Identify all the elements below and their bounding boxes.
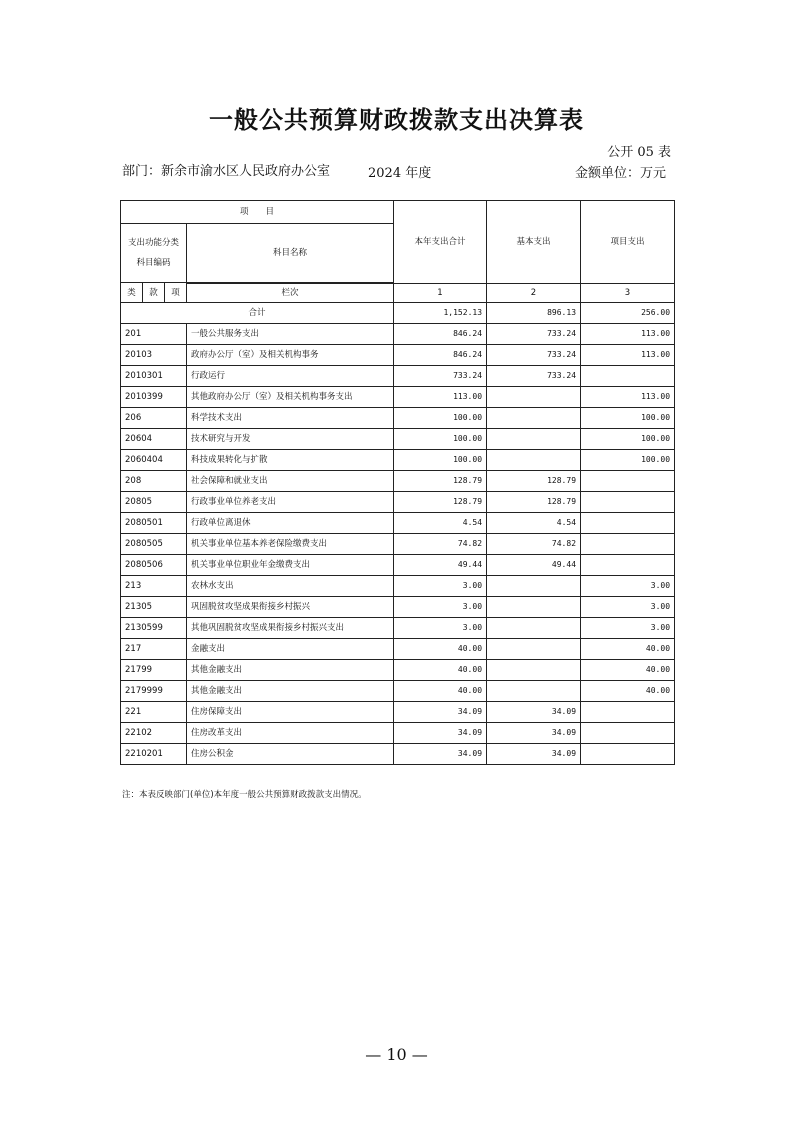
table-row — [121, 324, 675, 345]
row-name: 巩固脱贫攻坚成果衔接乡村振兴 — [187, 597, 394, 618]
header-lanci: 栏次 — [187, 284, 394, 303]
row-code: 221 — [121, 702, 187, 723]
row-total: 846.24 — [394, 324, 487, 345]
row-name: 科技成果转化与扩散 — [187, 450, 394, 471]
row-basic: 4.54 — [487, 513, 581, 534]
row-total: 34.09 — [394, 723, 487, 744]
header-name: 科目名称 — [187, 224, 394, 283]
table-note: 注：本表反映部门(单位)本年度一般公共预算财政拨款支出情况。 — [122, 790, 367, 800]
header-total: 本年支出合计 — [394, 201, 487, 284]
row-name: 机关事业单位职业年金缴费支出 — [187, 555, 394, 576]
row-basic: 128.79 — [487, 492, 581, 513]
row-code: 2179999 — [121, 681, 187, 702]
row-basic — [487, 450, 581, 471]
row-project: 3.00 — [581, 597, 675, 618]
expenditure-table — [120, 200, 675, 765]
row-total: 74.82 — [394, 534, 487, 555]
row-basic — [487, 597, 581, 618]
fiscal-year: 2024 年度 — [368, 166, 432, 181]
row-total: 733.24 — [394, 366, 487, 387]
table-row — [121, 681, 675, 702]
row-project: 40.00 — [581, 681, 675, 702]
row-name: 住房公积金 — [187, 744, 394, 765]
header-row-1 — [121, 201, 675, 224]
table-row — [121, 534, 675, 555]
row-basic — [487, 681, 581, 702]
row-total: 34.09 — [394, 744, 487, 765]
table-row — [121, 660, 675, 681]
row-project: 3.00 — [581, 576, 675, 597]
table-row — [121, 450, 675, 471]
row-total: 113.00 — [394, 387, 487, 408]
header-lei: 类 — [121, 283, 143, 303]
table-row — [121, 366, 675, 387]
row-project — [581, 723, 675, 744]
amount-unit: 金额单位：万元 — [575, 166, 667, 181]
row-basic: 34.09 — [487, 723, 581, 744]
header-col3: 3 — [581, 284, 675, 303]
row-total: 128.79 — [394, 471, 487, 492]
row-code: 2080505 — [121, 534, 187, 555]
row-total: 100.00 — [394, 450, 487, 471]
row-name: 政府办公厅（室）及相关机构事务 — [187, 345, 394, 366]
row-name: 住房保障支出 — [187, 702, 394, 723]
row-total: 40.00 — [394, 660, 487, 681]
row-name: 其他金融支出 — [187, 681, 394, 702]
page-title: 一般公共预算财政拨款支出决算表 — [209, 105, 584, 134]
row-code: 21799 — [121, 660, 187, 681]
row-code: 2080501 — [121, 513, 187, 534]
header-project: 项目支出 — [581, 201, 675, 284]
row-code: 2010301 — [121, 366, 187, 387]
row-project: 40.00 — [581, 660, 675, 681]
row-name: 机关事业单位基本养老保险缴费支出 — [187, 534, 394, 555]
row-code: 208 — [121, 471, 187, 492]
total-row — [121, 303, 675, 324]
row-code: 213 — [121, 576, 187, 597]
row-code: 2130599 — [121, 618, 187, 639]
table-row — [121, 555, 675, 576]
table-row — [121, 513, 675, 534]
row-project — [581, 534, 675, 555]
row-total: 128.79 — [394, 492, 487, 513]
row-project: 3.00 — [581, 618, 675, 639]
department-label: 部门：新余市渝水区人民政府办公室 — [122, 164, 331, 179]
row-total: 846.24 — [394, 345, 487, 366]
row-name: 行政事业单位养老支出 — [187, 492, 394, 513]
row-name: 科学技术支出 — [187, 408, 394, 429]
row-project: 40.00 — [581, 639, 675, 660]
row-project — [581, 555, 675, 576]
table-row — [121, 744, 675, 765]
row-basic: 34.09 — [487, 702, 581, 723]
table-row — [121, 618, 675, 639]
row-basic — [487, 408, 581, 429]
header-func-code: 支出功能分类科目编码 — [121, 224, 187, 283]
row-basic: 49.44 — [487, 555, 581, 576]
row-project — [581, 702, 675, 723]
row-basic — [487, 387, 581, 408]
row-name: 技术研究与开发 — [187, 429, 394, 450]
row-total: 4.54 — [394, 513, 487, 534]
table-row — [121, 387, 675, 408]
header-col1: 1 — [394, 284, 487, 303]
row-code: 20604 — [121, 429, 187, 450]
row-basic: 74.82 — [487, 534, 581, 555]
row-name: 住房改革支出 — [187, 723, 394, 744]
row-total: 3.00 — [394, 597, 487, 618]
row-basic — [487, 576, 581, 597]
row-basic: 34.09 — [487, 744, 581, 765]
form-number: 公开 05 表 — [607, 145, 671, 160]
row-name: 其他巩固脱贫攻坚成果衔接乡村振兴支出 — [187, 618, 394, 639]
row-code: 20103 — [121, 345, 187, 366]
row-project: 113.00 — [581, 345, 675, 366]
table-row — [121, 471, 675, 492]
row-basic — [487, 429, 581, 450]
row-name: 一般公共服务支出 — [187, 324, 394, 345]
row-basic: 733.24 — [487, 366, 581, 387]
row-total: 3.00 — [394, 618, 487, 639]
row-code: 217 — [121, 639, 187, 660]
row-code: 22102 — [121, 723, 187, 744]
row-name: 其他政府办公厅（室）及相关机构事务支出 — [187, 387, 394, 408]
row-basic — [487, 639, 581, 660]
row-total: 34.09 — [394, 702, 487, 723]
header-col2: 2 — [487, 284, 581, 303]
row-code: 201 — [121, 324, 187, 345]
header-row-lanci — [121, 284, 675, 303]
row-total: 49.44 — [394, 555, 487, 576]
row-name: 金融支出 — [187, 639, 394, 660]
row-project — [581, 366, 675, 387]
row-code: 2210201 — [121, 744, 187, 765]
table-row — [121, 639, 675, 660]
row-code: 2080506 — [121, 555, 187, 576]
row-project: 113.00 — [581, 387, 675, 408]
table-row — [121, 576, 675, 597]
total-project: 256.00 — [581, 303, 675, 324]
header-basic: 基本支出 — [487, 201, 581, 284]
row-project — [581, 744, 675, 765]
row-total: 3.00 — [394, 576, 487, 597]
row-total: 100.00 — [394, 408, 487, 429]
total-amount: 1,152.13 — [394, 303, 487, 324]
header-kuan: 款 — [143, 283, 165, 303]
row-total: 100.00 — [394, 429, 487, 450]
page-number: — 10 — — [365, 1045, 428, 1064]
row-name: 社会保障和就业支出 — [187, 471, 394, 492]
row-project: 100.00 — [581, 429, 675, 450]
row-project: 100.00 — [581, 450, 675, 471]
row-total: 40.00 — [394, 639, 487, 660]
table-row — [121, 723, 675, 744]
header-xiang: 项 — [165, 283, 187, 303]
row-project — [581, 492, 675, 513]
table-row — [121, 702, 675, 723]
row-project — [581, 513, 675, 534]
total-label: 合计 — [121, 303, 394, 324]
row-basic — [487, 618, 581, 639]
row-name: 其他金融支出 — [187, 660, 394, 681]
row-total: 40.00 — [394, 681, 487, 702]
table-row — [121, 345, 675, 366]
header-item: 项 目 — [121, 201, 394, 224]
table-row — [121, 429, 675, 450]
row-code: 20805 — [121, 492, 187, 513]
row-code: 206 — [121, 408, 187, 429]
row-basic: 128.79 — [487, 471, 581, 492]
row-project: 100.00 — [581, 408, 675, 429]
row-basic: 733.24 — [487, 324, 581, 345]
table-row — [121, 492, 675, 513]
total-basic: 896.13 — [487, 303, 581, 324]
table-row — [121, 597, 675, 618]
table-row — [121, 408, 675, 429]
row-name: 行政单位离退休 — [187, 513, 394, 534]
row-basic — [487, 660, 581, 681]
row-name: 行政运行 — [187, 366, 394, 387]
row-code: 2060404 — [121, 450, 187, 471]
row-project: 113.00 — [581, 324, 675, 345]
row-project — [581, 471, 675, 492]
row-basic: 733.24 — [487, 345, 581, 366]
row-name: 农林水支出 — [187, 576, 394, 597]
row-code: 2010399 — [121, 387, 187, 408]
row-code: 21305 — [121, 597, 187, 618]
